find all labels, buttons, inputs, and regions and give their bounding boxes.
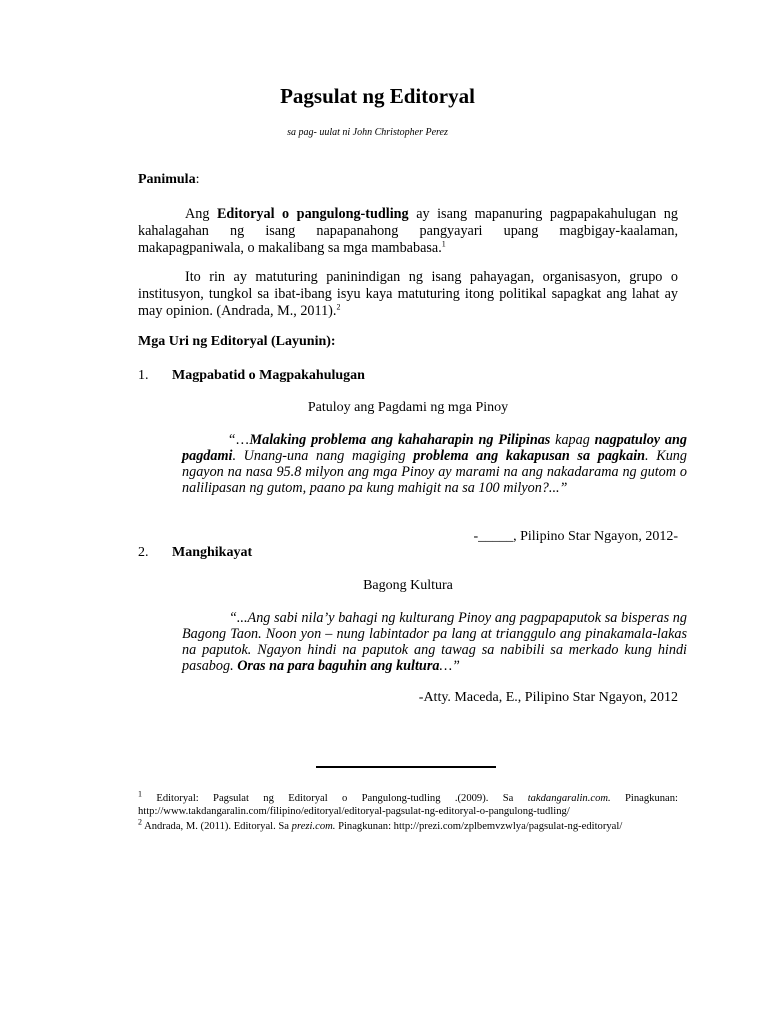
quote-1-bold-c: problema ang kakapusan sa pagkain xyxy=(413,448,646,464)
list-label-1: Magpabatid o Magpakahulugan xyxy=(172,368,365,383)
quote-1-open: “… xyxy=(229,432,250,448)
footnote-1-pre: Editoryal: Pagsulat ng Editoryal o Pangulong-tudling .(2009). Sa xyxy=(142,793,528,804)
page-title: Pagsulat ng Editoryal xyxy=(280,84,475,108)
types-heading: Mga Uri ng Editoryal (Layunin): xyxy=(138,334,336,349)
intro-pre: Ang xyxy=(185,206,217,222)
attribution-2: -Atty. Maceda, E., Pilipino Star Ngayon, 2012 xyxy=(418,690,678,705)
quote-1 xyxy=(182,432,687,496)
intro-bold-term: Editoryal o pangulong-tudling xyxy=(216,206,409,222)
panimula-label: Panimula xyxy=(138,172,196,187)
example-title-2: Bagong Kultura xyxy=(363,578,453,593)
quote-1-bold-b: nagpatuloy ang pagdami xyxy=(182,432,687,464)
footnote-mark-1: 1 xyxy=(138,789,142,799)
quote-2-text: “...Ang sabi nila’y bahagi ng kulturang Pinoy ang pagpapaputok sa bisperas ng Bagong Taon. Noon yon – nung labintador pa lang at trianggulo ang pinakamala-lakas na paputok. Ngayon hindi na paputok ang tawag sa nabibili sa merkado kung hindi pasabog. xyxy=(182,610,687,674)
byline: sa pag- uulat ni John Christopher Perez xyxy=(287,127,448,138)
second-paragraph-text: Ito rin ay matuturing paninindigan ng isang pahayagan, organisasyon, grupo o institusyon, tungkol sa ibat-ibang isyu kaya matuturing itong politikal sapagkat ang lahat ay may opinion. (Andrada, M., 2011). xyxy=(138,269,678,319)
quote-1-bold-a: Malaking problema ang kahaharapin ng Pilipinas xyxy=(249,432,551,448)
quote-2-bold: Oras na para baguhin ang kultura xyxy=(237,658,440,674)
footnote-ref-1[interactable]: 1 xyxy=(441,239,446,249)
second-paragraph xyxy=(138,269,678,320)
list-number-2: 2. xyxy=(138,545,149,560)
footnote-2-source: prezi.com. xyxy=(291,821,336,832)
intro-paragraph xyxy=(138,206,678,257)
footnote-separator xyxy=(316,766,496,768)
footnote-ref-2[interactable]: 2 xyxy=(336,302,341,312)
list-number-1: 1. xyxy=(138,368,149,383)
intro-post: ay isang mapanuring pagpapakahulugan ng kahalagahan ng isang napapanahong pangyayari upang magbigay-kaalaman, makapagpaniwala, o makalibang sa mga mambabasa. xyxy=(138,206,678,256)
footnote-mark-2: 2 xyxy=(138,817,142,827)
panimula-heading xyxy=(138,172,199,188)
footnote-2-pre: Andrada, M. (2011). Editoryal. Sa xyxy=(142,821,292,832)
footnote-2 xyxy=(138,817,678,833)
footnote-1 xyxy=(138,789,678,818)
footnote-1-source: takdangaralin.com. xyxy=(527,793,611,804)
quote-1-text-a: kapag xyxy=(550,432,595,448)
quote-2-close: …” xyxy=(439,658,460,674)
quote-2 xyxy=(182,610,687,674)
panimula-colon: : xyxy=(195,172,200,187)
example-title-1: Patuloy ang Pagdami ng mga Pinoy xyxy=(307,400,509,415)
quote-1-text-c: . Kung ngayon na nasa 95.8 milyon ang mga Pinoy ay marami na ang nakadarama ng gutom o nalilipasan ng gutom, paano pa kung mahigit na sa 100 milyon?...” xyxy=(182,448,687,496)
quote-1-text-b: . Unang-una nang magiging xyxy=(232,448,414,464)
attribution-1: -_____, Pilipino Star Ngayon, 2012- xyxy=(473,529,678,544)
footnote-1-link[interactable]: Pinagkunan: http://www.takdangaralin.com/filipino/editoryal/editoryal-pagsulat-ng-editoryal-o-pangulong-tudling/ xyxy=(138,793,678,817)
footnote-2-link[interactable]: Pinagkunan: http://prezi.com/zplbemvzwlya/pagsulat-ng-editoryal/ xyxy=(335,821,623,832)
list-label-2: Manghikayat xyxy=(172,545,253,560)
